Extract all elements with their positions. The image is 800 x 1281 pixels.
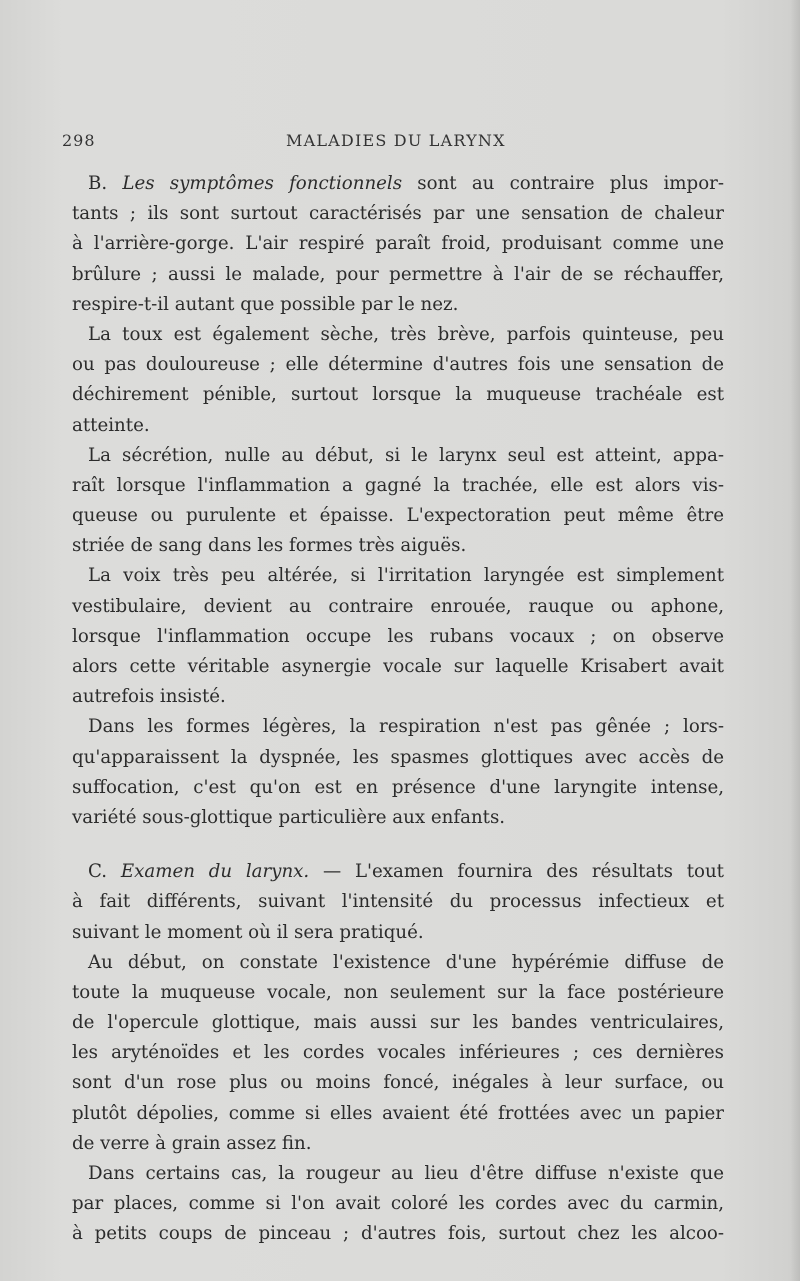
text-line [72,1068,724,1098]
text-run: Au début, on constate l'existence d'une hypérémie diffuse de [88,951,724,973]
text-line [72,199,724,229]
italic-run: Les symptômes fonctionnels [122,173,403,194]
text-line [72,652,724,682]
text-run: striée de sang dans les formes très aiguës. [72,535,467,557]
text-line [72,531,724,561]
text-line [72,350,724,380]
page-number: 298 [62,131,96,150]
text-run: C. [88,861,121,883]
text-line [72,471,724,501]
text-line [72,561,724,591]
text-run: de verre à grain assez fin. [72,1132,312,1154]
text-run: respire-t-il autant que possible par le nez. [72,293,459,315]
text-run: alors cette véritable asynergie vocale sur laquelle Krisabert avait [72,656,724,677]
text-run: B. [88,173,123,194]
text-run: La toux est également sèche, très brève, parfois quinteuse, peu [88,323,724,345]
text-run: Dans les formes légères, la respiration n'est pas gênée ; lors- [88,716,724,738]
text-line [72,712,724,742]
text-run: à fait différents, suivant l'intensité du processus infectieux et [72,891,724,913]
text-run: La voix très peu altérée, si l'irritation laryngée est simplement [88,565,724,587]
text-run: plutôt dépolies, comme si elles avaient été frottées avec un papier [72,1102,724,1124]
text-run: suivant le moment où il sera pratiqué. [72,921,424,943]
text-run: La sécrétion, nulle au début, si le larynx seul est atteint, appa- [88,444,724,466]
text-run: de l'opercule glottique, mais aussi sur les bandes ventriculaires, [72,1012,724,1034]
text-run: à l'arrière-gorge. L'air respiré paraît froid, produisant comme une [72,233,724,255]
text-run: les aryténoïdes et les cordes vocales inférieures ; ces dernières [72,1042,724,1064]
text-run: autrefois insisté. [72,686,226,708]
text-line [72,501,724,531]
text-line [72,622,724,652]
text-line [72,978,724,1008]
text-line [72,1008,724,1038]
text-line [72,1099,724,1129]
text-run: déchirement pénible, surtout lorsque la muqueuse trachéale est [72,384,724,406]
text-line [72,803,724,833]
text-line [72,290,724,320]
text-line [72,773,724,803]
text-line [72,1038,724,1068]
text-line [72,857,724,887]
text-run: variété sous-glottique particulière aux enfants. [72,806,506,828]
text-line [72,1189,724,1219]
text-line [72,743,724,773]
text-line [72,887,724,917]
text-run: Dans certains cas, la rougeur au lieu d'être diffuse n'existe que [88,1163,724,1184]
text-run: brûlure ; aussi le malade, pour permettre à l'air de se réchauffer, [72,263,724,285]
text-run: ou pas douloureuse ; elle détermine d'autres fois une sensation de [72,354,724,376]
text-run: sont d'un rose plus ou moins foncé, inégales à leur surface, ou [72,1072,724,1094]
text-line [72,380,724,410]
text-line [72,918,724,948]
text-line [72,1159,724,1189]
text-line [72,441,724,471]
text-run: sont au contraire plus impor- [402,173,724,194]
body-text [72,169,724,1250]
page-edge-shadow [790,0,800,1281]
text-run: queuse ou purulente et épaisse. L'expectoration peut même être [72,505,724,527]
text-run: à petits coups de pinceau ; d'autres fois, surtout chez les alcoo- [72,1223,724,1245]
text-line [72,592,724,622]
text-run: tants ; ils sont surtout caractérisés par une sensation de chaleur [72,203,724,225]
text-run: par places, comme si l'on avait coloré les cordes avec du carmin, [72,1193,724,1215]
text-line [72,320,724,350]
text-line [72,682,724,712]
text-run: suffocation, c'est qu'on est en présence d'une laryngite intense, [72,776,724,798]
text-line [72,260,724,290]
text-run: — L'examen fournira des résultats tout [309,861,724,883]
text-run: qu'apparaissent la dyspnée, les spasmes glottiques avec accès de [72,746,724,768]
text-run: vestibulaire, devient au contraire enrouée, rauque ou aphone, [72,595,724,617]
text-line [72,229,724,259]
italic-run: Examen du larynx. [120,861,310,883]
text-line [72,948,724,978]
text-run: lorsque l'inflammation occupe les rubans vocaux ; on observe [72,625,724,647]
text-line [72,1129,724,1159]
text-line [72,411,724,441]
text-line [72,1219,724,1249]
running-head: MALADIES DU LARYNX [286,131,506,150]
text-run: toute la muqueuse vocale, non seulement sur la face postérieure [72,981,724,1003]
text-run: atteinte. [72,414,150,436]
text-run: raît lorsque l'inflammation a gagné la trachée, elle est alors vis- [72,474,724,496]
text-line [72,169,724,199]
